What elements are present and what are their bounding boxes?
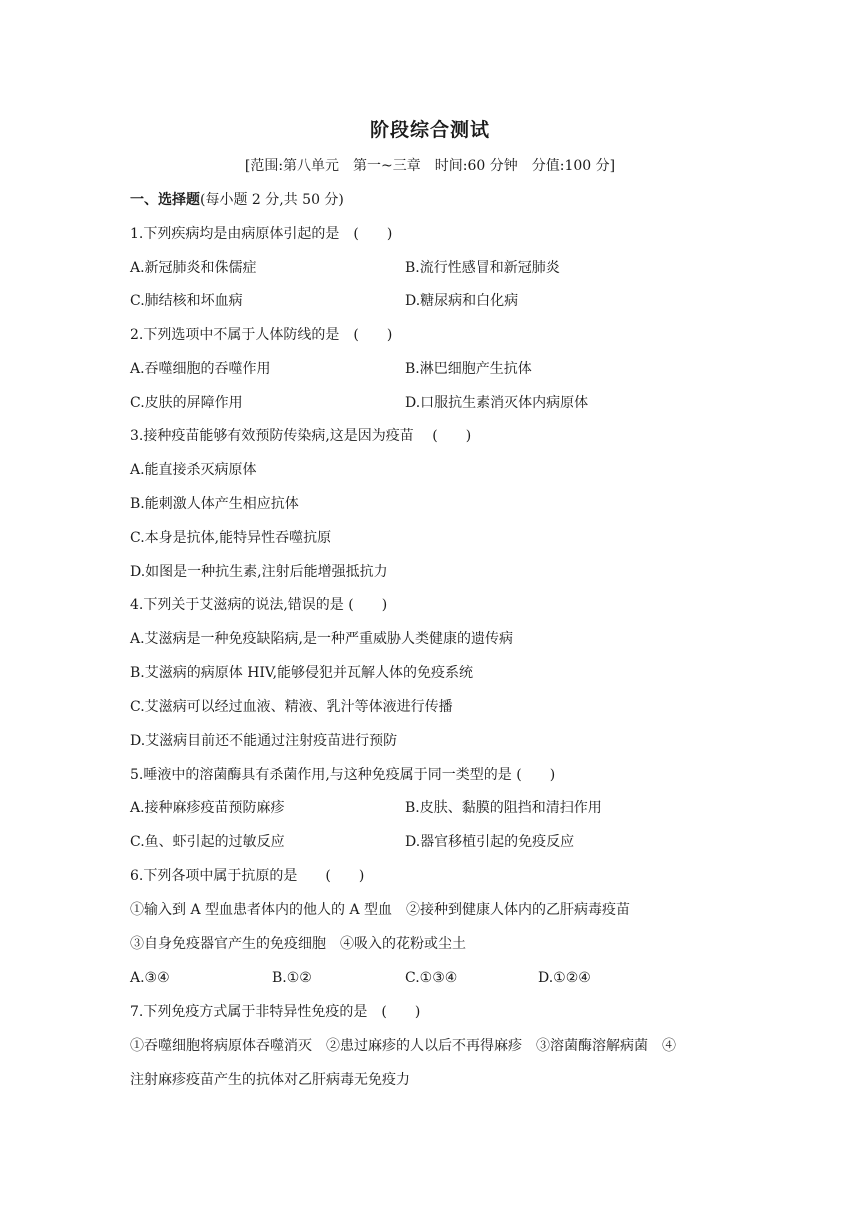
question-3-option-c: C.本身是抗体,能特异性吞噬抗原 [130,530,332,546]
question-6-stem: 6.下列各项中属于抗原的是 ( ) [130,868,365,884]
question-6-option-c: C.①③④ [405,970,458,986]
section-note: (每小题 2 分,共 50 分) [200,192,344,208]
question-2-option-b: B.淋巴细胞产生抗体 [405,361,532,377]
question-5-option-c: C.鱼、虾引起的过敏反应 [130,834,285,850]
question-7-item-line-2: 注射麻疹疫苗产生的抗体对乙肝病毒无免疫力 [130,1072,410,1088]
question-6-option-b: B.①② [272,970,312,986]
question-1-stem: 1.下列疾病均是由病原体引起的是 ( ) [130,226,393,242]
question-6-option-d: D.①②④ [538,970,591,986]
question-4-option-b: B.艾滋病的病原体 HIV,能够侵犯并瓦解人体的免疫系统 [130,665,474,681]
question-7-stem: 7.下列免疫方式属于非特异性免疫的是 ( ) [130,1004,421,1020]
question-4-stem: 4.下列关于艾滋病的说法,错误的是 ( ) [130,597,388,613]
question-6-item-line-2: ③自身免疫器官产生的免疫细胞 ④吸入的花粉或尘土 [130,936,466,952]
question-5-stem: 5.唾液中的溶菌酶具有杀菌作用,与这种免疫属于同一类型的是 ( ) [130,767,556,783]
question-6-option-a: A.③④ [130,970,170,986]
question-2-option-d: D.口服抗生素消灭体内病原体 [405,395,589,411]
page-title: 阶段综合测试 [369,119,490,141]
section-heading [130,190,344,210]
exam-scope: [范围:第八单元 第一~三章 时间:60 分钟 分值:100 分] [244,158,616,174]
question-3-option-b: B.能刺激人体产生相应抗体 [130,496,299,512]
question-4-option-d: D.艾滋病目前还不能通过注射疫苗进行预防 [130,733,398,749]
question-3-option-a: A.能直接杀灭病原体 [130,462,257,478]
question-2-option-a: A.吞噬细胞的吞噬作用 [130,361,271,377]
question-1-option-b: B.流行性感冒和新冠肺炎 [405,260,560,276]
question-1-option-d: D.糖尿病和白化病 [405,293,519,309]
question-5-option-a: A.接种麻疹疫苗预防麻疹 [130,800,285,816]
question-1-option-c: C.肺结核和坏血病 [130,293,243,309]
question-4-option-a: A.艾滋病是一种免疫缺陷病,是一种严重威胁人类健康的遗传病 [130,631,514,647]
question-1-option-a: A.新冠肺炎和侏儒症 [130,260,257,276]
section-label: 一、选择题 [130,192,200,208]
question-5-option-d: D.器官移植引起的免疫反应 [405,834,575,850]
question-7-item-line-1: ①吞噬细胞将病原体吞噬消灭 ②患过麻疹的人以后不再得麻疹 ③溶菌酶溶解病菌 ④ [130,1038,676,1054]
question-6-item-line-1: ①输入到 A 型血患者体内的他人的 A 型血 ②接种到健康人体内的乙肝病毒疫苗 [130,902,631,918]
question-3-stem: 3.接种疫苗能够有效预防传染病,这是因为疫苗 ( ) [130,428,472,444]
question-2-option-c: C.皮肤的屏障作用 [130,395,243,411]
question-2-stem: 2.下列选项中不属于人体防线的是 ( ) [130,327,393,343]
question-4-option-c: C.艾滋病可以经过血液、精液、乳汁等体液进行传播 [130,699,453,715]
question-3-option-d: D.如图是一种抗生素,注射后能增强抵抗力 [130,564,388,580]
question-5-option-b: B.皮肤、黏膜的阻挡和清扫作用 [405,800,602,816]
